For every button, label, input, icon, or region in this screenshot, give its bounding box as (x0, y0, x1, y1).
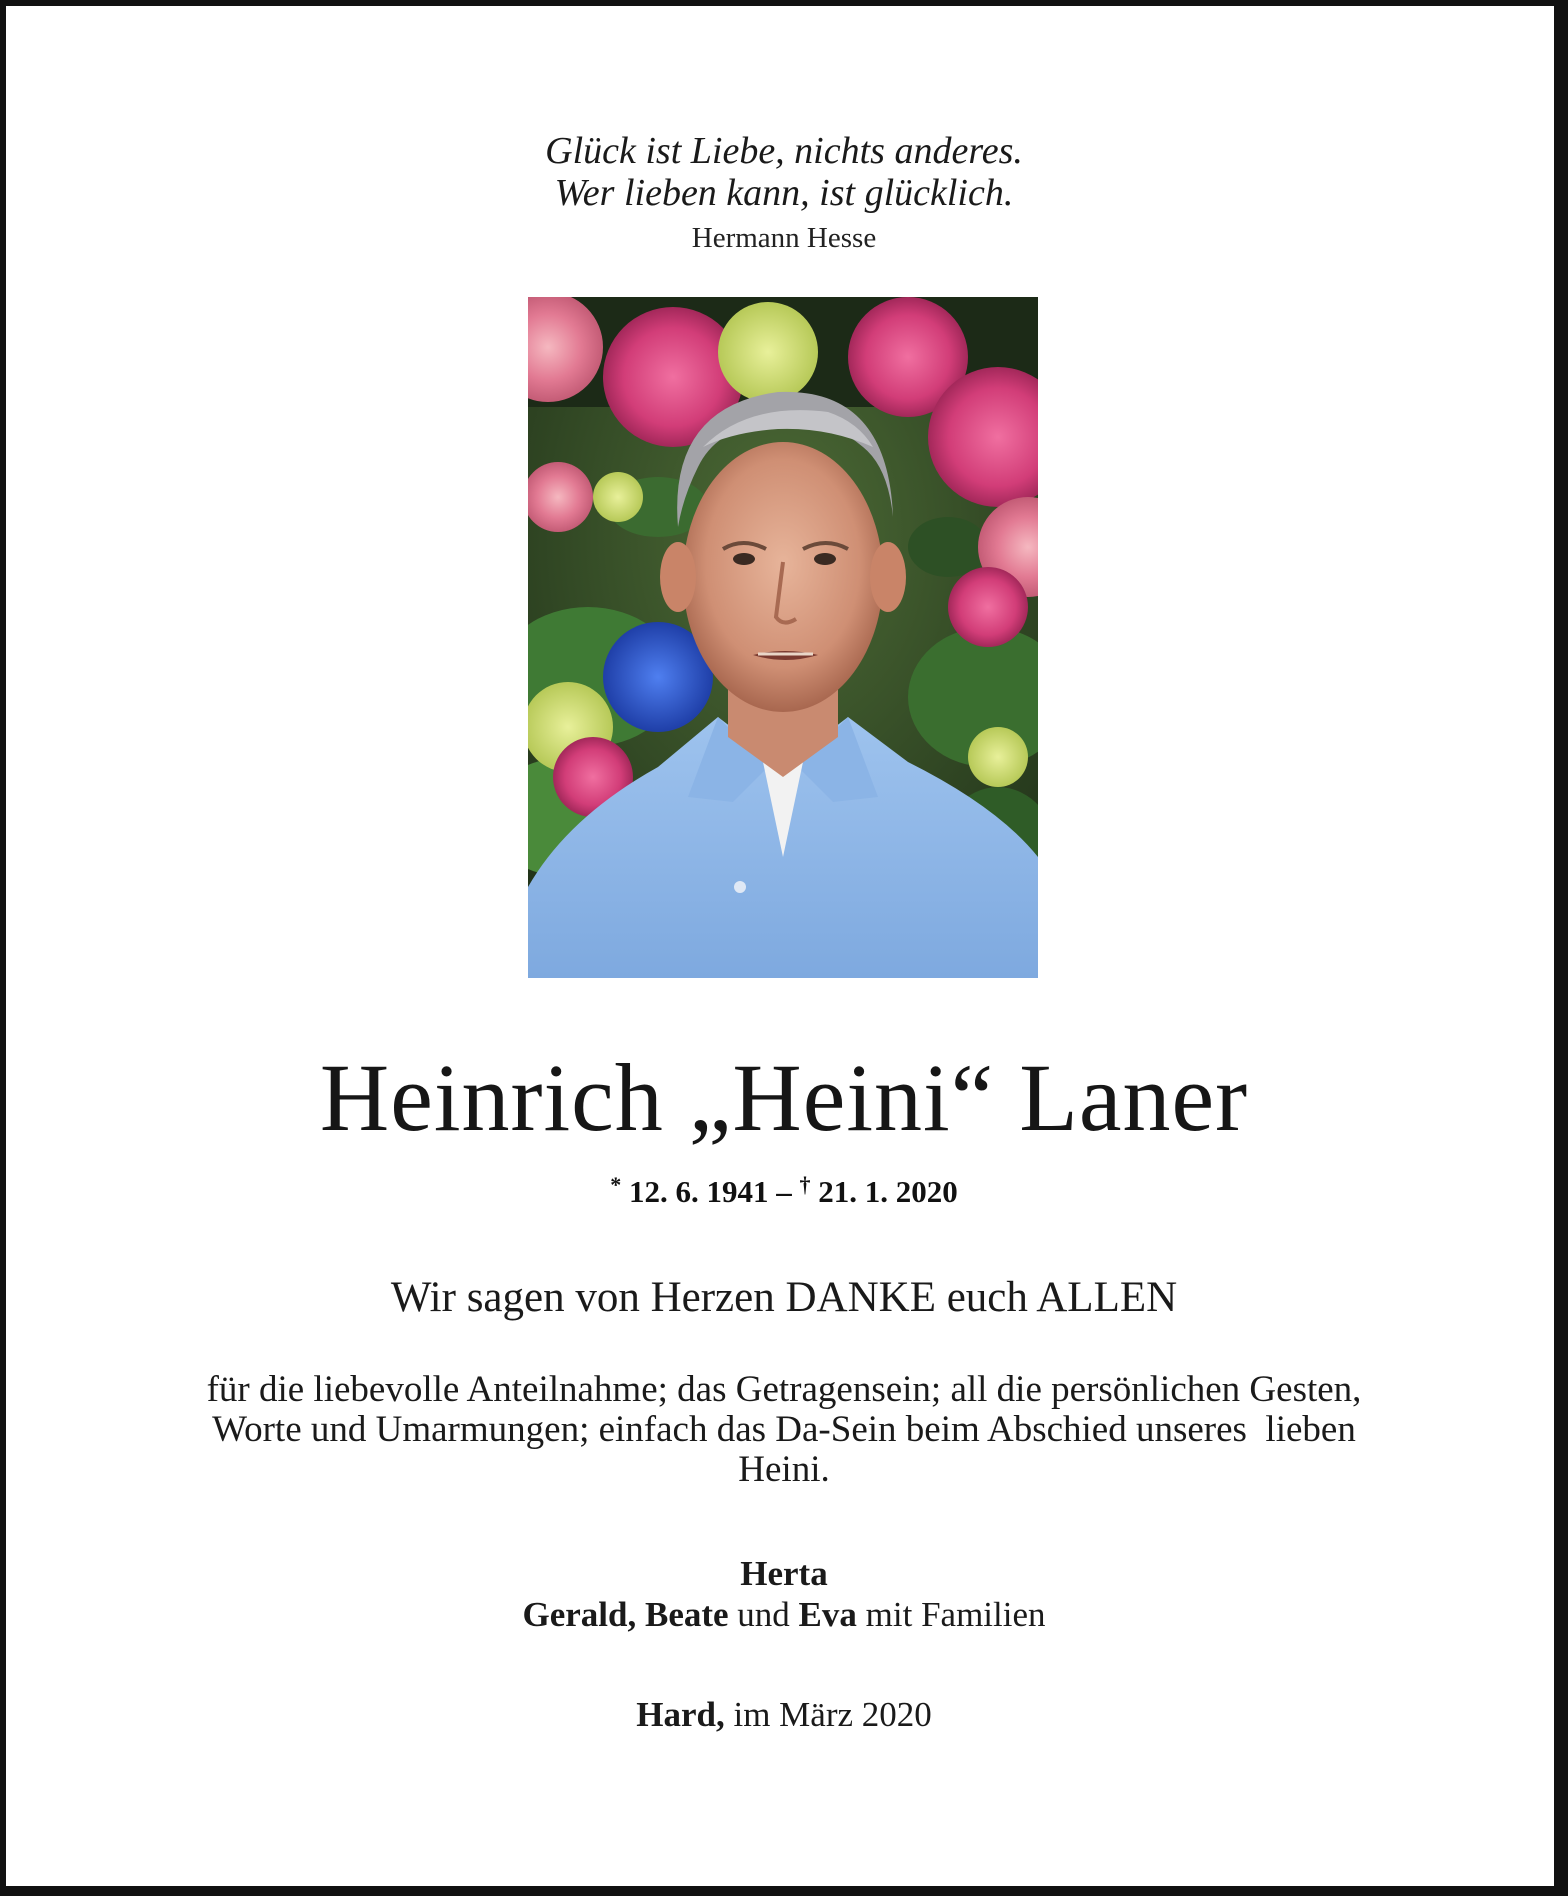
place-date (0, 1695, 1568, 1735)
deceased-name: Heinrich „Heini“ Laner (319, 1044, 1249, 1151)
date-dash: – (776, 1174, 792, 1209)
message-line-3: Heini. (738, 1449, 830, 1490)
date: im März 2020 (733, 1695, 932, 1734)
message-line-1: für die liebevolle Anteilnahme; das Getragensein; all die persönlichen Gesten, (206, 1369, 1362, 1410)
signatory-beate: Beate (644, 1595, 729, 1634)
life-dates (0, 1172, 1568, 1210)
birth-symbol: * (610, 1172, 622, 1197)
portrait-image (528, 297, 1038, 978)
death-date: 21. 1. 2020 (818, 1174, 958, 1209)
portrait-photo (528, 297, 1038, 978)
birth-date: 12. 6. 1941 (629, 1174, 769, 1209)
signatory-suffix: mit Familien (865, 1595, 1046, 1634)
place: Hard, (636, 1695, 725, 1734)
quote-line-2: Wer lieben kann, ist glücklich. (554, 172, 1014, 214)
signatory-gerald: Gerald, (522, 1595, 637, 1634)
signatory-eva: Eva (798, 1595, 857, 1634)
thanks-message (0, 1370, 1568, 1490)
signatory-conjunction: und (737, 1595, 790, 1634)
signatory-herta: Herta (740, 1554, 828, 1593)
quote (0, 130, 1568, 214)
message-line-2: Worte und Umarmungen; einfach das Da-Sein beim Abschied unseres lieben (212, 1409, 1356, 1450)
death-symbol: † (799, 1172, 811, 1197)
quote-line-1: Glück ist Liebe, nichts anderes. (545, 130, 1023, 172)
thanks-headline: Wir sagen von Herzen DANKE euch ALLEN (390, 1274, 1178, 1321)
quote-author: Hermann Hesse (691, 222, 877, 254)
signatories (0, 1553, 1568, 1635)
